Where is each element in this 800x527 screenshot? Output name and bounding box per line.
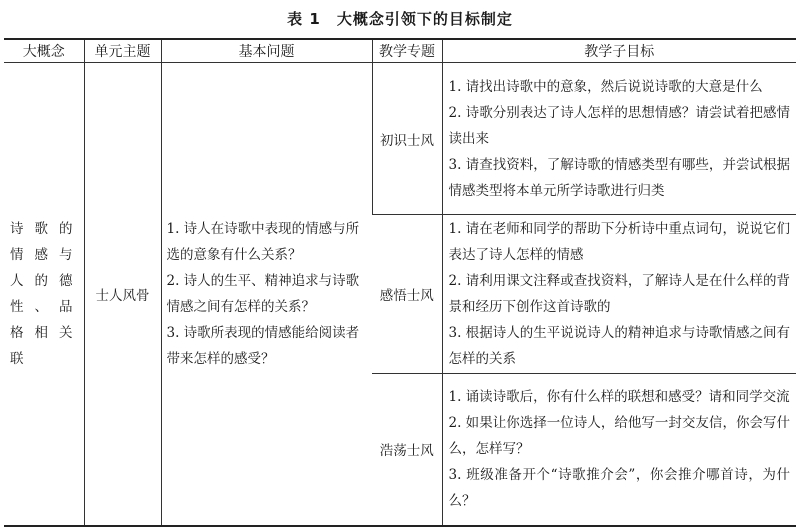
topic-cell: 浩荡士风 [379, 443, 434, 460]
basic-question: 3. 诗歌所表现的情感能给阅读者带来怎样的感受？ [166, 324, 360, 367]
goal-table [4, 38, 796, 527]
header-big-concept: 大概念 [4, 39, 84, 63]
sub-goal: 2. 诗歌分别表达了诗人怎样的思想情感？请尝试着把感情读出来 [448, 104, 790, 147]
table-caption: 表 1 大概念引领下的目标制定 [287, 10, 513, 28]
goals-cell [442, 63, 796, 215]
header-unit-theme: 单元主题 [84, 39, 161, 63]
sub-goal: 2. 如果让你选择一位诗人，给他写一封交友信，你会写什么，怎样写？ [448, 415, 790, 458]
big-concept-cell: 诗歌的情感与人的德性、品格相关联 [4, 63, 84, 526]
sub-goal: 3. 班级准备开个“诗歌推介会”，你会推介哪首诗，为什么？ [448, 467, 790, 510]
table-row [4, 63, 796, 215]
sub-goal: 3. 请查找资料，了解诗歌的情感类型有哪些，并尝试根据情感类型将本单元所学诗歌进行归类 [448, 156, 790, 199]
topic-cell: 感悟士风 [372, 215, 442, 374]
header-row [4, 39, 796, 63]
goals-cell [442, 215, 796, 374]
sub-goal: 2. 请利用课文注释或查找资料，了解诗人是在什么样的背景和经历下创作这首诗歌的 [448, 273, 790, 315]
sub-goal: 1. 请在老师和同学的帮助下分析诗中重点词句，说说它们表达了诗人怎样的情感 [448, 221, 790, 263]
topic-cell: 初识士风 [372, 63, 442, 215]
unit-theme-cell: 士人风骨 [84, 63, 161, 526]
sub-goal: 1. 诵读诗歌后，你有什么样的联想和感受？请和同学交流 [448, 389, 790, 406]
sub-goal: 3. 根据诗人的生平说说诗人的精神追求与诗歌情感之间有怎样的关系 [448, 325, 790, 367]
header-topic: 教学专题 [372, 39, 442, 63]
header-sub-goals: 教学子目标 [442, 39, 796, 63]
sub-goal: 1. 请找出诗歌中的意象，然后说说诗歌的大意是什么 [448, 78, 763, 95]
basic-question: 1. 诗人在诗歌中表现的情感与所选的意象有什么关系？ [166, 220, 360, 263]
basic-question: 2. 诗人的生平、精神追求与诗歌情感之间有怎样的关系？ [166, 272, 360, 315]
goals-cell [442, 374, 796, 526]
basic-questions-cell [161, 63, 372, 526]
header-basic-questions: 基本问题 [161, 39, 372, 63]
